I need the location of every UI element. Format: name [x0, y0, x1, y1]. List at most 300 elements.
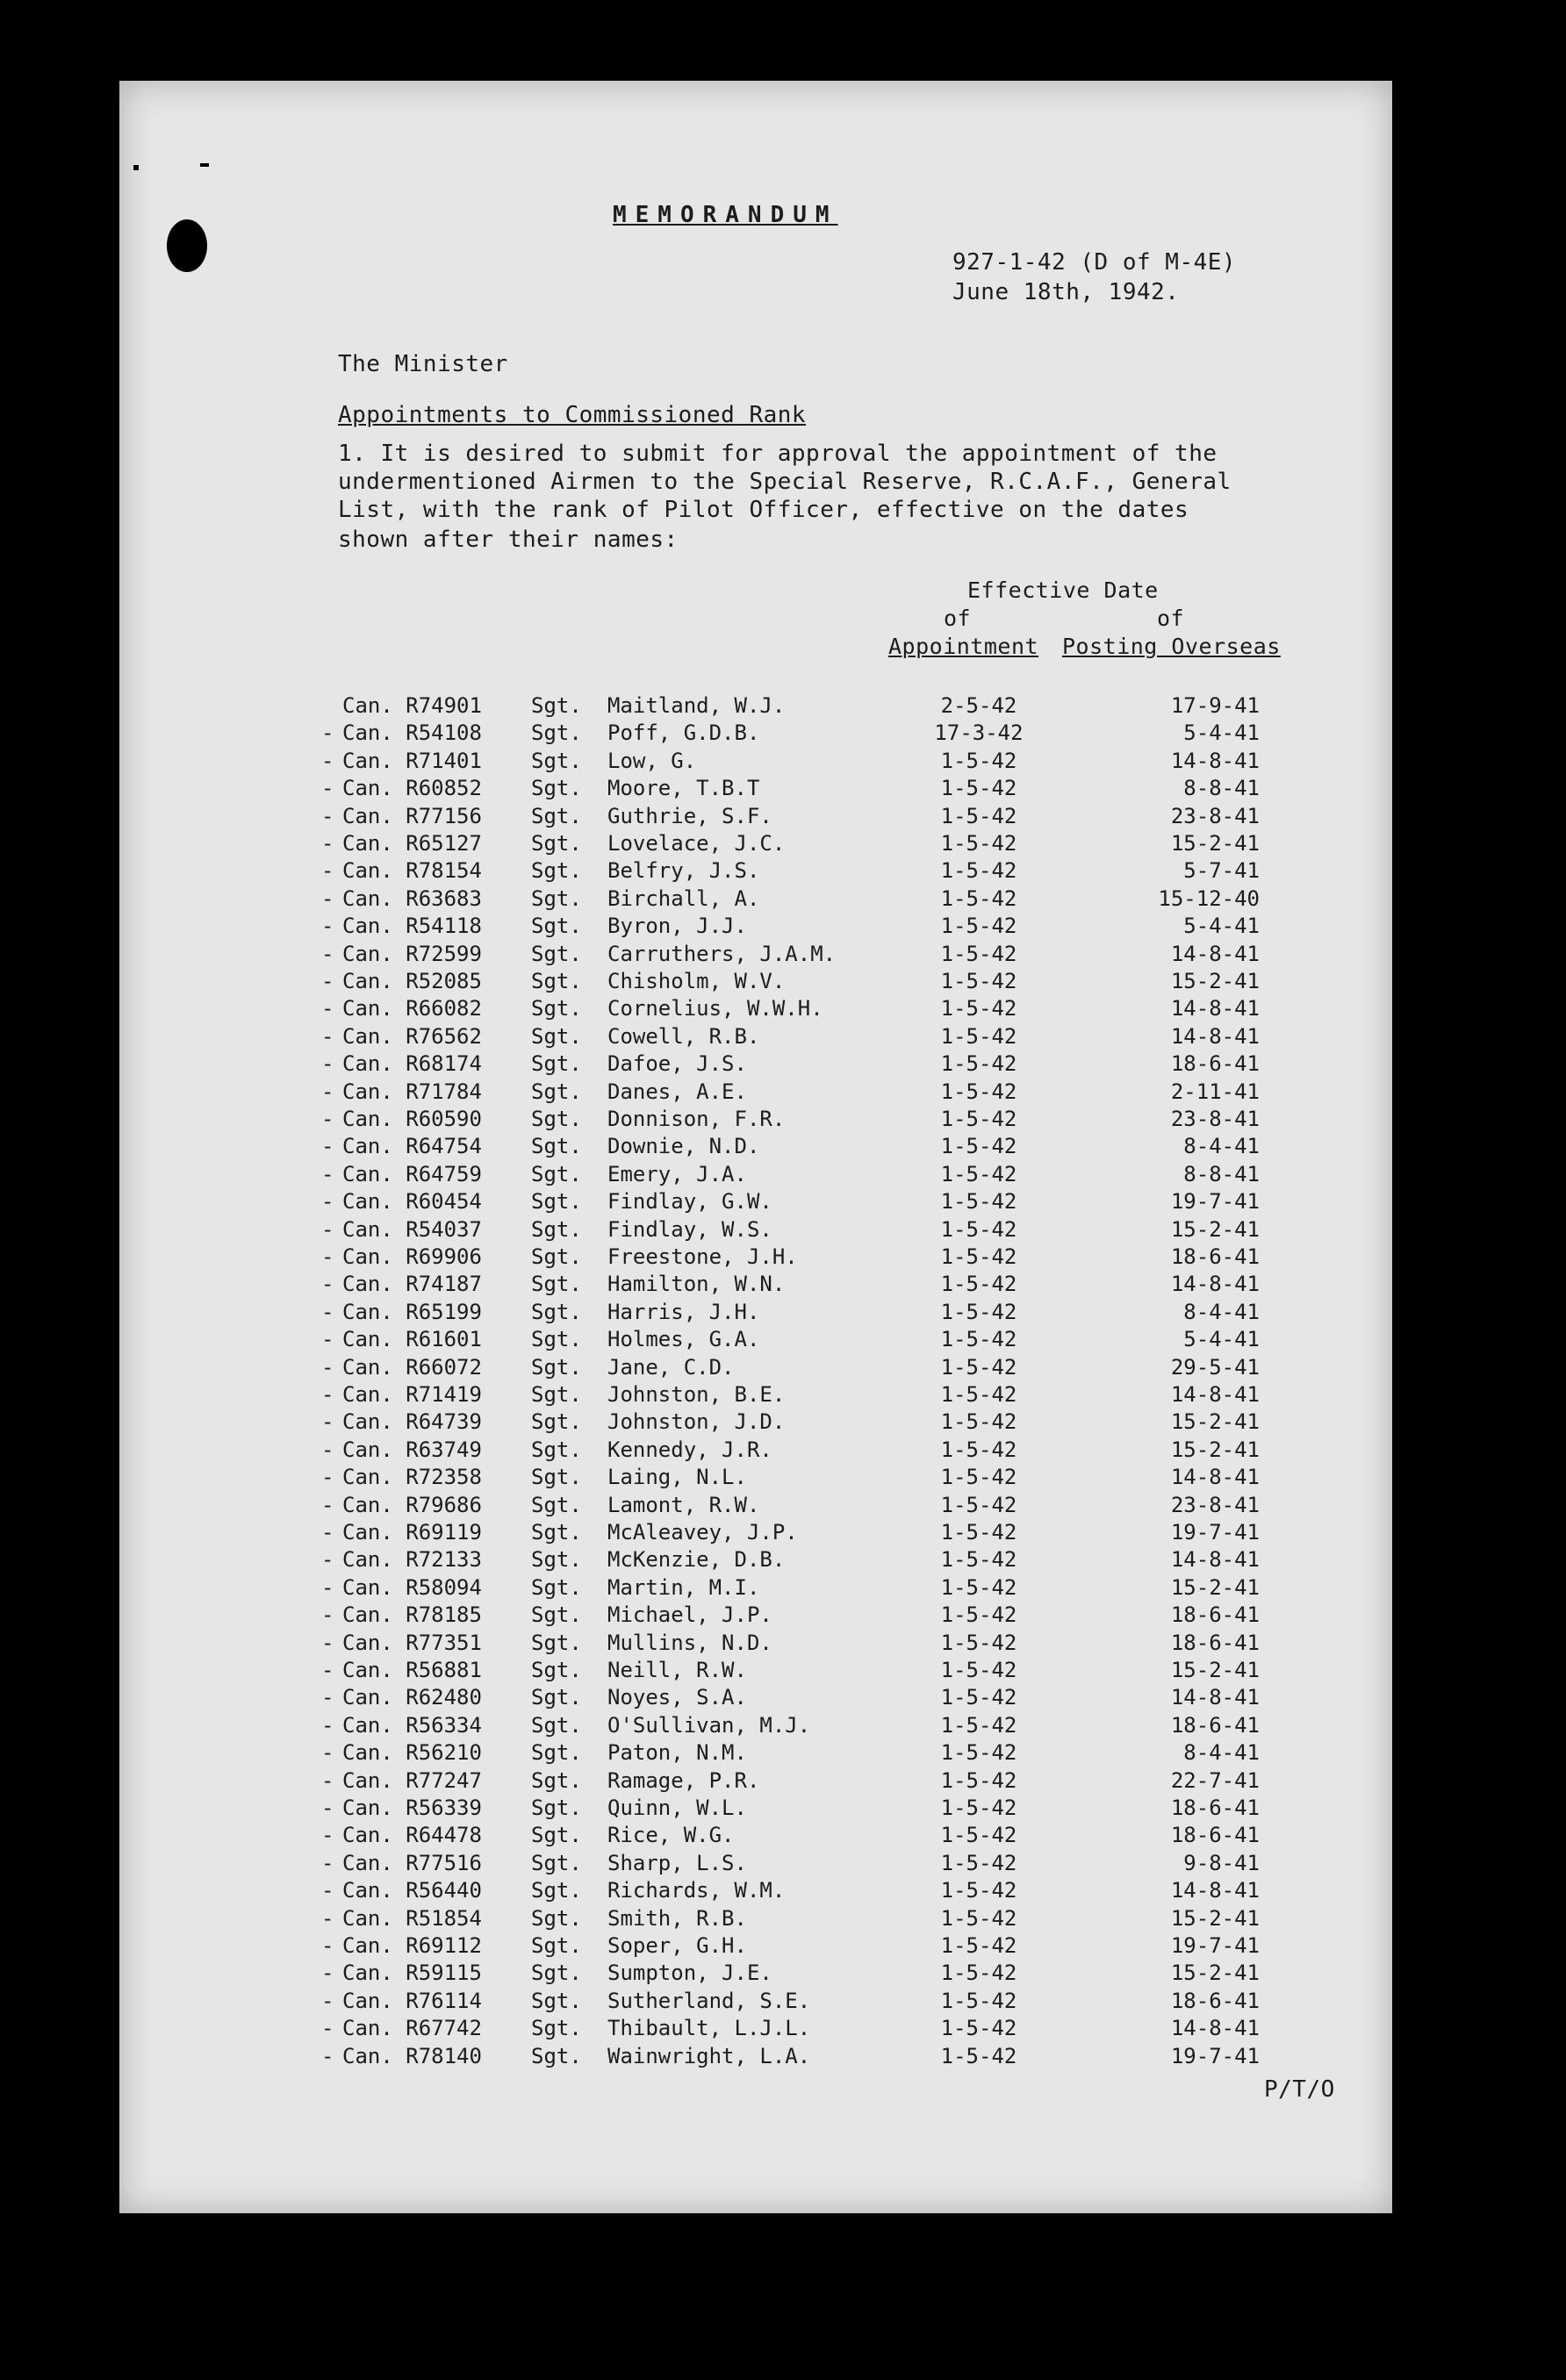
service-number: Can. R76562: [342, 1024, 482, 1049]
airman-name: Kennedy, J.R.: [607, 1437, 772, 1462]
row-marker: -: [321, 1217, 334, 1242]
posting-date: 14-8-41: [1170, 1547, 1260, 1572]
appointment-date: 1-5-42: [940, 1823, 1017, 1847]
posting-date: 15-2-41: [1170, 1437, 1260, 1462]
table-row: [0, 720, 1566, 748]
row-marker: -: [321, 1685, 334, 1710]
row-marker: -: [321, 969, 334, 993]
row-marker: -: [321, 831, 334, 856]
rank: Sgt.: [531, 1024, 582, 1049]
service-number: Can. R54108: [342, 720, 482, 745]
rank: Sgt.: [531, 2016, 582, 2040]
service-number: Can. R68174: [342, 1051, 482, 1076]
appointment-date: 1-5-42: [940, 914, 1017, 938]
appointment-date: 1-5-42: [940, 1189, 1017, 1214]
subject-line: Appointments to Commissioned Rank: [338, 402, 807, 428]
rank: Sgt.: [531, 1520, 582, 1545]
airman-name: Low, G.: [607, 749, 697, 773]
table-row: [0, 1961, 1566, 1988]
airman-name: Birchall, A.: [607, 886, 760, 911]
table-row: [0, 1051, 1566, 1079]
paragraph-line: undermentioned Airmen to the Special Reserve, R.C.A.F., General: [338, 469, 1232, 495]
airman-name: Sharp, L.S.: [607, 1851, 747, 1875]
service-number: Can. R78185: [342, 1602, 482, 1627]
posting-date: 15-12-40: [1158, 886, 1260, 911]
airman-name: Johnston, J.D.: [607, 1409, 786, 1434]
rank: Sgt.: [531, 1933, 582, 1958]
service-number: Can. R76114: [342, 1989, 482, 2013]
row-marker: -: [321, 1520, 334, 1545]
header-of: of: [1157, 606, 1185, 631]
airman-name: Harris, J.H.: [607, 1300, 760, 1324]
row-marker: -: [321, 1327, 334, 1351]
row-marker: -: [321, 1631, 334, 1655]
table-row: [0, 914, 1566, 941]
rank: Sgt.: [531, 1658, 582, 1682]
table-row: [0, 2044, 1566, 2071]
airman-name: Smith, R.B.: [607, 1906, 747, 1931]
posting-date: 9-8-41: [1183, 1851, 1260, 1875]
rank: Sgt.: [531, 1217, 582, 1242]
table-row: [0, 1493, 1566, 1520]
posting-date: 15-2-41: [1170, 1575, 1260, 1600]
posting-date: 18-6-41: [1170, 1631, 1260, 1655]
service-number: Can. R71784: [342, 1079, 482, 1104]
airman-name: Findlay, W.S.: [607, 1217, 772, 1242]
service-number: Can. R66082: [342, 996, 482, 1021]
posting-date: 15-2-41: [1170, 1961, 1260, 1985]
appointment-date: 1-5-42: [940, 996, 1017, 1021]
rank: Sgt.: [531, 720, 582, 745]
row-marker: -: [321, 2044, 334, 2068]
appointment-date: 1-5-42: [940, 1906, 1017, 1931]
row-marker: -: [321, 886, 334, 911]
posting-date: 19-7-41: [1170, 2044, 1260, 2068]
posting-date: 18-6-41: [1170, 1602, 1260, 1627]
rank: Sgt.: [531, 1327, 582, 1351]
appointment-date: 1-5-42: [940, 1520, 1017, 1545]
table-row: [0, 831, 1566, 858]
service-number: Can. R64478: [342, 1823, 482, 1847]
appointment-date: 1-5-42: [940, 2016, 1017, 2040]
service-number: Can. R71401: [342, 749, 482, 773]
airman-name: Michael, J.P.: [607, 1602, 772, 1627]
appointment-date: 1-5-42: [940, 776, 1017, 800]
rank: Sgt.: [531, 1796, 582, 1820]
airman-name: Hamilton, W.N.: [607, 1272, 786, 1296]
airman-name: Neill, R.W.: [607, 1658, 747, 1682]
airman-name: O'Sullivan, M.J.: [607, 1713, 811, 1738]
appointment-date: 1-5-42: [940, 1658, 1017, 1682]
airman-name: Chisholm, W.V.: [607, 969, 786, 993]
table-row: [0, 1740, 1566, 1767]
row-marker: -: [321, 914, 334, 938]
posting-date: 14-8-41: [1170, 2016, 1260, 2040]
table-row: [0, 1107, 1566, 1134]
airman-name: McAleavey, J.P.: [607, 1520, 798, 1545]
table-row: [0, 1300, 1566, 1327]
rank: Sgt.: [531, 1961, 582, 1985]
service-number: Can. R69112: [342, 1933, 482, 1958]
speck: [133, 165, 139, 170]
row-marker: -: [321, 1851, 334, 1875]
rank: Sgt.: [531, 996, 582, 1021]
table-row: [0, 2016, 1566, 2043]
service-number: Can. R56334: [342, 1713, 482, 1738]
paragraph-line: 1. It is desired to submit for approval the appointment of the: [338, 441, 1218, 467]
row-marker: -: [321, 1437, 334, 1462]
appointment-date: 1-5-42: [940, 1024, 1017, 1049]
rank: Sgt.: [531, 1272, 582, 1296]
airman-name: McKenzie, D.B.: [607, 1547, 786, 1572]
airman-name: Danes, A.E.: [607, 1079, 747, 1104]
rank: Sgt.: [531, 1300, 582, 1324]
appointment-date: 1-5-42: [940, 1051, 1017, 1076]
posting-date: 8-8-41: [1183, 1162, 1260, 1186]
table-row: [0, 1602, 1566, 1630]
appointment-date: 1-5-42: [940, 886, 1017, 911]
table-row: [0, 1465, 1566, 1492]
punch-hole: [167, 219, 207, 272]
rank: Sgt.: [531, 1244, 582, 1269]
appointment-date: 1-5-42: [940, 1382, 1017, 1407]
posting-date: 18-6-41: [1170, 1244, 1260, 1269]
appointment-date: 1-5-42: [940, 1631, 1017, 1655]
table-row: [0, 858, 1566, 885]
rank: Sgt.: [531, 1713, 582, 1738]
row-marker: -: [321, 1051, 334, 1076]
service-number: Can. R79686: [342, 1493, 482, 1517]
appointment-date: 1-5-42: [940, 1602, 1017, 1627]
row-marker: -: [321, 1547, 334, 1572]
rank: Sgt.: [531, 1409, 582, 1434]
service-number: Can. R66072: [342, 1355, 482, 1380]
airman-name: Ramage, P.R.: [607, 1768, 760, 1793]
service-number: Can. R56210: [342, 1740, 482, 1765]
posting-date: 19-7-41: [1170, 1933, 1260, 1958]
airman-name: Findlay, G.W.: [607, 1189, 772, 1214]
posting-date: 8-4-41: [1183, 1134, 1260, 1158]
appointment-date: 1-5-42: [940, 1300, 1017, 1324]
table-row: [0, 1713, 1566, 1740]
airman-name: Carruthers, J.A.M.: [607, 942, 837, 966]
header-effective-date: Effective Date: [967, 577, 1159, 603]
service-number: Can. R67742: [342, 2016, 482, 2040]
appointment-date: 1-5-42: [940, 1878, 1017, 1903]
posting-date: 23-8-41: [1170, 1107, 1260, 1131]
airman-name: Rice, W.G.: [607, 1823, 735, 1847]
table-row: [0, 1437, 1566, 1465]
service-number: Can. R62480: [342, 1685, 482, 1710]
posting-date: 14-8-41: [1170, 1382, 1260, 1407]
airman-name: Sumpton, J.E.: [607, 1961, 772, 1985]
appointment-date: 1-5-42: [940, 1493, 1017, 1517]
airman-name: Thibault, L.J.L.: [607, 2016, 811, 2040]
service-number: Can. R69906: [342, 1244, 482, 1269]
airman-name: Paton, N.M.: [607, 1740, 747, 1765]
appointment-date: 1-5-42: [940, 1851, 1017, 1875]
service-number: Can. R77516: [342, 1851, 482, 1875]
rank: Sgt.: [531, 1906, 582, 1931]
posting-date: 19-7-41: [1170, 1520, 1260, 1545]
appointment-date: 1-5-42: [940, 1244, 1017, 1269]
airman-name: Wainwright, L.A.: [607, 2044, 811, 2068]
addressee: The Minister: [338, 351, 508, 377]
table-row: [0, 1933, 1566, 1961]
table-row: [0, 1547, 1566, 1574]
airman-name: Cowell, R.B.: [607, 1024, 760, 1049]
table-row: [0, 1520, 1566, 1547]
posting-date: 14-8-41: [1170, 1685, 1260, 1710]
row-marker: -: [321, 2016, 334, 2040]
rank: Sgt.: [531, 1823, 582, 1847]
appointment-date: 1-5-42: [940, 1217, 1017, 1242]
table-row: [0, 1989, 1566, 2016]
table-row: [0, 1355, 1566, 1382]
service-number: Can. R54037: [342, 1217, 482, 1242]
airman-name: Quinn, W.L.: [607, 1796, 747, 1820]
rank: Sgt.: [531, 1740, 582, 1765]
appointment-date: 17-3-42: [934, 720, 1024, 745]
table-row: [0, 969, 1566, 996]
row-marker: -: [321, 1300, 334, 1324]
row-marker: -: [321, 1355, 334, 1380]
airman-name: Dafoe, J.S.: [607, 1051, 747, 1076]
service-number: Can. R63683: [342, 886, 482, 911]
rank: Sgt.: [531, 1631, 582, 1655]
appointment-date: 1-5-42: [940, 831, 1017, 856]
appointment-date: 1-5-42: [940, 1437, 1017, 1462]
rank: Sgt.: [531, 858, 582, 883]
appointment-date: 1-5-42: [940, 1327, 1017, 1351]
table-row: [0, 1906, 1566, 1933]
table-row: [0, 1382, 1566, 1409]
row-marker: -: [321, 1796, 334, 1820]
posting-date: 5-7-41: [1183, 858, 1260, 883]
posting-date: 8-4-41: [1183, 1300, 1260, 1324]
row-marker: -: [321, 1933, 334, 1958]
service-number: Can. R74901: [342, 693, 482, 718]
service-number: Can. R72358: [342, 1465, 482, 1489]
appointment-date: 1-5-42: [940, 804, 1017, 828]
posting-date: 15-2-41: [1170, 831, 1260, 856]
rank: Sgt.: [531, 1768, 582, 1793]
airman-name: Cornelius, W.W.H.: [607, 996, 823, 1021]
posting-date: 18-6-41: [1170, 1051, 1260, 1076]
row-marker: -: [321, 720, 334, 745]
row-marker: -: [321, 858, 334, 883]
posting-date: 15-2-41: [1170, 1217, 1260, 1242]
row-marker: -: [321, 1162, 334, 1186]
appointment-date: 2-5-42: [940, 693, 1017, 718]
airman-name: Richards, W.M.: [607, 1878, 786, 1903]
table-row: [0, 1878, 1566, 1905]
appointment-date: 1-5-42: [940, 2044, 1017, 2068]
appointment-date: 1-5-42: [940, 749, 1017, 773]
posting-date: 5-4-41: [1183, 1327, 1260, 1351]
table-row: [0, 1024, 1566, 1051]
row-marker: -: [321, 1989, 334, 2013]
appointment-date: 1-5-42: [940, 1134, 1017, 1158]
service-number: Can. R71419: [342, 1382, 482, 1407]
service-number: Can. R72133: [342, 1547, 482, 1572]
airman-name: Guthrie, S.F.: [607, 804, 772, 828]
airman-name: Emery, J.A.: [607, 1162, 747, 1186]
table-row: [0, 1658, 1566, 1685]
service-number: Can. R52085: [342, 969, 482, 993]
table-row: [0, 1768, 1566, 1796]
service-number: Can. R65127: [342, 831, 482, 856]
row-marker: -: [321, 1493, 334, 1517]
table-row: [0, 1134, 1566, 1161]
row-marker: -: [321, 1823, 334, 1847]
rank: Sgt.: [531, 1851, 582, 1875]
row-marker: -: [321, 1575, 334, 1600]
service-number: Can. R54118: [342, 914, 482, 938]
posting-date: 22-7-41: [1170, 1768, 1260, 1793]
appointment-date: 1-5-42: [940, 1079, 1017, 1104]
posting-date: 2-11-41: [1170, 1079, 1260, 1104]
service-number: Can. R56440: [342, 1878, 482, 1903]
appointment-date: 1-5-42: [940, 1989, 1017, 2013]
posting-date: 14-8-41: [1170, 942, 1260, 966]
row-marker: -: [321, 942, 334, 966]
table-row: [0, 693, 1566, 720]
airman-name: Byron, J.J.: [607, 914, 747, 938]
service-number: Can. R56339: [342, 1796, 482, 1820]
posting-date: 18-6-41: [1170, 1989, 1260, 2013]
service-number: Can. R78140: [342, 2044, 482, 2068]
service-number: Can. R56881: [342, 1658, 482, 1682]
row-marker: -: [321, 1382, 334, 1407]
posting-date: 14-8-41: [1170, 1024, 1260, 1049]
appointment-date: 1-5-42: [940, 1107, 1017, 1131]
table-row: [0, 1079, 1566, 1107]
table-row: [0, 1409, 1566, 1437]
service-number: Can. R51854: [342, 1906, 482, 1931]
rank: Sgt.: [531, 1382, 582, 1407]
row-marker: -: [321, 1768, 334, 1793]
service-number: Can. R64754: [342, 1134, 482, 1158]
service-number: Can. R77247: [342, 1768, 482, 1793]
service-number: Can. R78154: [342, 858, 482, 883]
row-marker: -: [321, 1878, 334, 1903]
row-marker: -: [321, 1272, 334, 1296]
posting-date: 14-8-41: [1170, 1465, 1260, 1489]
posting-date: 14-8-41: [1170, 1272, 1260, 1296]
table-row: [0, 942, 1566, 969]
row-marker: -: [321, 996, 334, 1021]
posting-date: 15-2-41: [1170, 969, 1260, 993]
rank: Sgt.: [531, 1437, 582, 1462]
appointment-date: 1-5-42: [940, 1547, 1017, 1572]
appointment-date: 1-5-42: [940, 1409, 1017, 1434]
posting-date: 19-7-41: [1170, 1189, 1260, 1214]
service-number: Can. R59115: [342, 1961, 482, 1985]
appointment-date: 1-5-42: [940, 1796, 1017, 1820]
rank: Sgt.: [531, 776, 582, 800]
airman-name: Johnston, B.E.: [607, 1382, 786, 1407]
rank: Sgt.: [531, 1602, 582, 1627]
row-marker: -: [321, 1465, 334, 1489]
service-number: Can. R60590: [342, 1107, 482, 1131]
rank: Sgt.: [531, 693, 582, 718]
appointment-date: 1-5-42: [940, 1713, 1017, 1738]
posting-date: 14-8-41: [1170, 1878, 1260, 1903]
table-row: [0, 804, 1566, 831]
rank: Sgt.: [531, 1989, 582, 2013]
airman-name: Laing, N.L.: [607, 1465, 747, 1489]
posting-date: 14-8-41: [1170, 749, 1260, 773]
rank: Sgt.: [531, 942, 582, 966]
posting-date: 18-6-41: [1170, 1796, 1260, 1820]
appointment-date: 1-5-42: [940, 858, 1017, 883]
page-turn-note: P/T/O: [1264, 2076, 1335, 2103]
posting-date: 23-8-41: [1170, 804, 1260, 828]
table-row: [0, 1327, 1566, 1354]
service-number: Can. R72599: [342, 942, 482, 966]
rank: Sgt.: [531, 2044, 582, 2068]
posting-date: 8-4-41: [1183, 1740, 1260, 1765]
rank: Sgt.: [531, 804, 582, 828]
row-marker: -: [321, 1244, 334, 1269]
service-number: Can. R77156: [342, 804, 482, 828]
row-marker: -: [321, 1189, 334, 1214]
service-number: Can. R60852: [342, 776, 482, 800]
rank: Sgt.: [531, 1355, 582, 1380]
posting-date: 18-6-41: [1170, 1823, 1260, 1847]
rank: Sgt.: [531, 1465, 582, 1489]
rank: Sgt.: [531, 1051, 582, 1076]
row-marker: -: [321, 1134, 334, 1158]
appointment-date: 1-5-42: [940, 1768, 1017, 1793]
appointment-date: 1-5-42: [940, 969, 1017, 993]
table-row: [0, 1631, 1566, 1658]
airman-name: Belfry, J.S.: [607, 858, 760, 883]
rank: Sgt.: [531, 831, 582, 856]
row-marker: -: [321, 1961, 334, 1985]
appointment-date: 1-5-42: [940, 942, 1017, 966]
rank: Sgt.: [531, 1134, 582, 1158]
appointment-date: 1-5-42: [940, 1575, 1017, 1600]
row-marker: -: [321, 1602, 334, 1627]
rank: Sgt.: [531, 1878, 582, 1903]
rank: Sgt.: [531, 749, 582, 773]
posting-date: 8-8-41: [1183, 776, 1260, 800]
airman-name: Freestone, J.H.: [607, 1244, 798, 1269]
row-marker: -: [321, 804, 334, 828]
service-number: Can. R60454: [342, 1189, 482, 1214]
rank: Sgt.: [531, 969, 582, 993]
appointment-date: 1-5-42: [940, 1272, 1017, 1296]
header-appointment: Appointment: [888, 634, 1039, 659]
rank: Sgt.: [531, 1547, 582, 1572]
service-number: Can. R58094: [342, 1575, 482, 1600]
rank: Sgt.: [531, 886, 582, 911]
table-row: [0, 776, 1566, 803]
airman-name: Sutherland, S.E.: [607, 1989, 811, 2013]
rank: Sgt.: [531, 1685, 582, 1710]
row-marker: -: [321, 749, 334, 773]
airman-name: Soper, G.H.: [607, 1933, 747, 1958]
appointment-date: 1-5-42: [940, 1685, 1017, 1710]
table-row: [0, 1272, 1566, 1299]
table-row: [0, 1823, 1566, 1850]
posting-date: 18-6-41: [1170, 1713, 1260, 1738]
row-marker: -: [321, 1409, 334, 1434]
row-marker: -: [321, 1658, 334, 1682]
airman-name: Jane, C.D.: [607, 1355, 735, 1380]
